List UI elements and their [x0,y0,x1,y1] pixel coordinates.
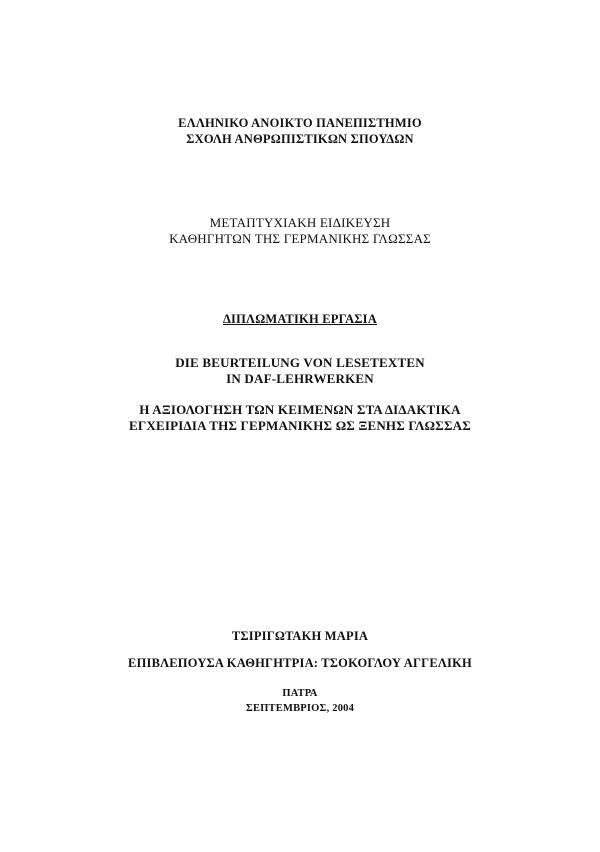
german-title-line-2: IN DAF-LEHRWERKEN [226,371,374,386]
greek-title-line-1: Η ΑΞΙΟΛΟΓΗΣΗ ΤΩΝ ΚΕΙΜΕΝΩΝ ΣΤΑ ΔΙΔΑΚΤΙΚΑ [139,402,461,417]
date: ΣΕΠΤΕΜΒΡΙΟΣ, 2004 [245,703,355,714]
university-name: ΕΛΛΗΝΙΚΟ ΑΝΟΙΚΤΟ ΠΑΝΕΠΙΣΤΗΜΙΟ [178,116,422,130]
school-name: ΣΧΟΛΗ ΑΝΘΡΩΠΙΣΤΙΚΩΝ ΣΠΟΥΔΩΝ [186,132,414,146]
greek-title-line-2: ΕΓΧΕΙΡΙΔΙΑ ΤΗΣ ΓΕΡΜΑΝΙΚΗΣ ΩΣ ΞΕΝΗΣ ΓΛΩΣΣΑΣ [129,418,471,433]
german-title-line-1: DIE BEURTEILUNG VON LESETEXTEN [175,355,425,370]
program-subtitle: ΚΑΘΗΓΗΤΩΝ ΤΗΣ ΓΕΡΜΑΝΙΚΗΣ ΓΛΩΣΣΑΣ [169,231,431,246]
supervisor: ΕΠΙΒΛΕΠΟΥΣΑ ΚΑΘΗΓΗΤΡΙΑ: ΤΣΟΚΟΓΛΟΥ ΑΓΓΕΛΙΚΗ [128,656,472,670]
author-name: ΤΣΙΡΙΓΩΤΑΚΗ ΜΑΡΙΑ [231,629,369,643]
thesis-type: ΔΙΠΛΩΜΑΤΙΚΗ ΕΡΓΑΣΙΑ [223,312,377,326]
program-name: ΜΕΤΑΠΤΥΧΙΑΚΗ ΕΙΔΙΚΕΥΣΗ [209,215,391,230]
place: ΠΑΤΡΑ [282,688,318,699]
